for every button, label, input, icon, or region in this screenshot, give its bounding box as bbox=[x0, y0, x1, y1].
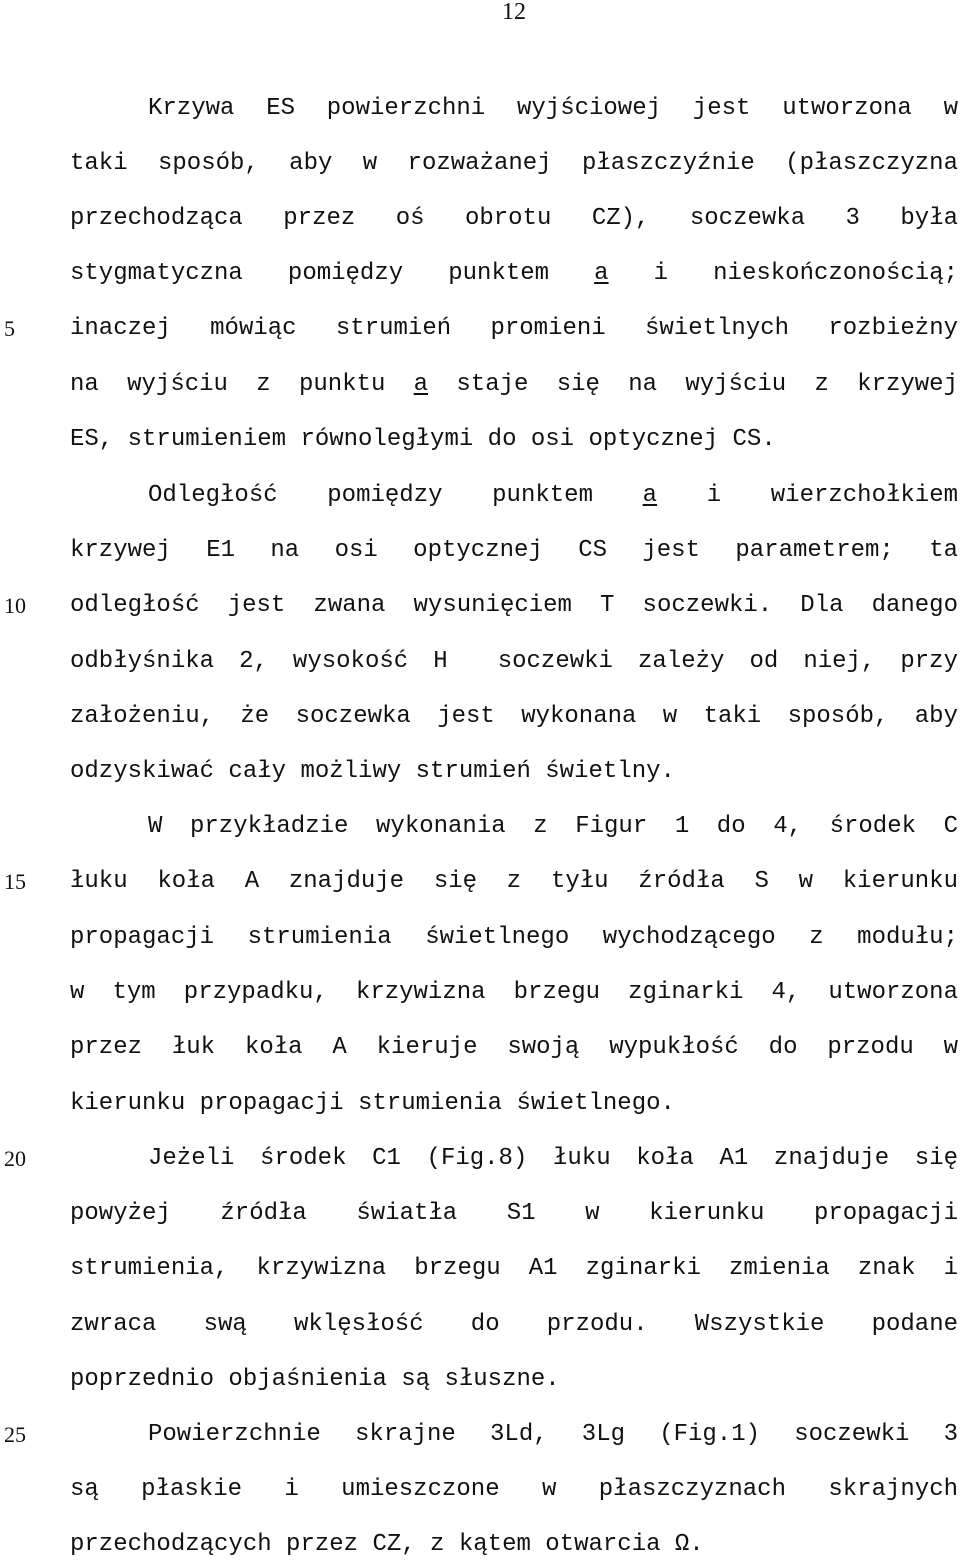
text-line: powyżej źródła światła S1 w kierunku propagacji bbox=[70, 1200, 958, 1227]
line-number-20: 20 bbox=[4, 1146, 26, 1171]
text-line: W przykładzie wykonania z Figur 1 do 4, środek C bbox=[148, 813, 958, 840]
text-line: Powierzchnie skrajne 3Ld, 3Lg (Fig.1) soczewki 3 bbox=[148, 1421, 958, 1448]
text-line bbox=[148, 481, 958, 511]
text-line: odbłyśnika 2, wysokość H soczewki zależy od niej, przy bbox=[70, 648, 958, 675]
underlined-point-a: a bbox=[413, 371, 429, 398]
text-line: Krzywa ES powierzchni wyjściowej jest utworzona w bbox=[148, 95, 958, 122]
text-line: taki sposób, aby w rozważanej płaszczyźnie (płaszczyzna bbox=[70, 150, 958, 177]
text-line bbox=[70, 370, 958, 400]
text-line: założeniu, że soczewka jest wykonana w taki sposób, aby bbox=[70, 703, 958, 730]
text-line: odległość jest zwana wysunięciem T soczewki. Dla danego bbox=[70, 592, 958, 619]
text-fragment: na wyjściu z punktu bbox=[70, 371, 414, 398]
underlined-point-a: a bbox=[594, 260, 609, 287]
text-fragment: i nieskończonością; bbox=[608, 260, 958, 287]
text-line: strumienia, krzywizna brzegu A1 zginarki zmienia znak i bbox=[70, 1255, 958, 1282]
text-line: poprzednio objaśnienia są słuszne. bbox=[70, 1366, 560, 1393]
text-line: łuku koła A znajduje się z tyłu źródła S w kierunku bbox=[70, 868, 958, 895]
text-line bbox=[70, 259, 958, 289]
text-fragment: i wierzchołkiem bbox=[657, 482, 958, 509]
text-fragment: stygmatyczna pomiędzy punktem bbox=[70, 260, 595, 287]
text-line: przechodzących przez CZ, z kątem otwarcia Ω. bbox=[70, 1531, 704, 1558]
line-number-15: 15 bbox=[4, 869, 26, 894]
text-line: przechodząca przez oś obrotu CZ), soczewka 3 była bbox=[70, 205, 958, 232]
text-fragment: Odległość pomiędzy punktem bbox=[148, 482, 643, 509]
text-line: w tym przypadku, krzywizna brzegu zginarki 4, utworzona bbox=[70, 979, 958, 1006]
text-line: kierunku propagacji strumienia świetlnego. bbox=[70, 1090, 675, 1117]
line-number-25: 25 bbox=[4, 1422, 26, 1447]
text-line: przez łuk koła A kieruje swoją wypukłość do przodu w bbox=[70, 1034, 958, 1061]
text-fragment: staje się na wyjściu z krzywej bbox=[428, 371, 958, 398]
text-line: propagacji strumienia świetlnego wychodzącego z modułu; bbox=[70, 924, 958, 951]
text-line: zwraca swą wklęsłość do przodu. Wszystkie podane bbox=[70, 1311, 958, 1338]
text-line: są płaskie i umieszczone w płaszczyznach skrajnych bbox=[70, 1476, 958, 1503]
text-line: Jeżeli środek C1 (Fig.8) łuku koła A1 znajduje się bbox=[148, 1145, 958, 1172]
text-line: ES, strumieniem równoległymi do osi optycznej CS. bbox=[70, 426, 776, 453]
text-line: odzyskiwać cały możliwy strumień świetlny. bbox=[70, 758, 675, 785]
line-number-10: 10 bbox=[4, 593, 26, 618]
text-line: inaczej mówiąc strumień promieni świetlnych rozbieżny bbox=[70, 315, 958, 342]
text-line: krzywej E1 na osi optycznej CS jest parametrem; ta bbox=[70, 537, 958, 564]
line-number-5: 5 bbox=[4, 316, 15, 341]
underlined-point-a: a bbox=[642, 482, 658, 509]
page-number: 12 bbox=[502, 0, 526, 25]
